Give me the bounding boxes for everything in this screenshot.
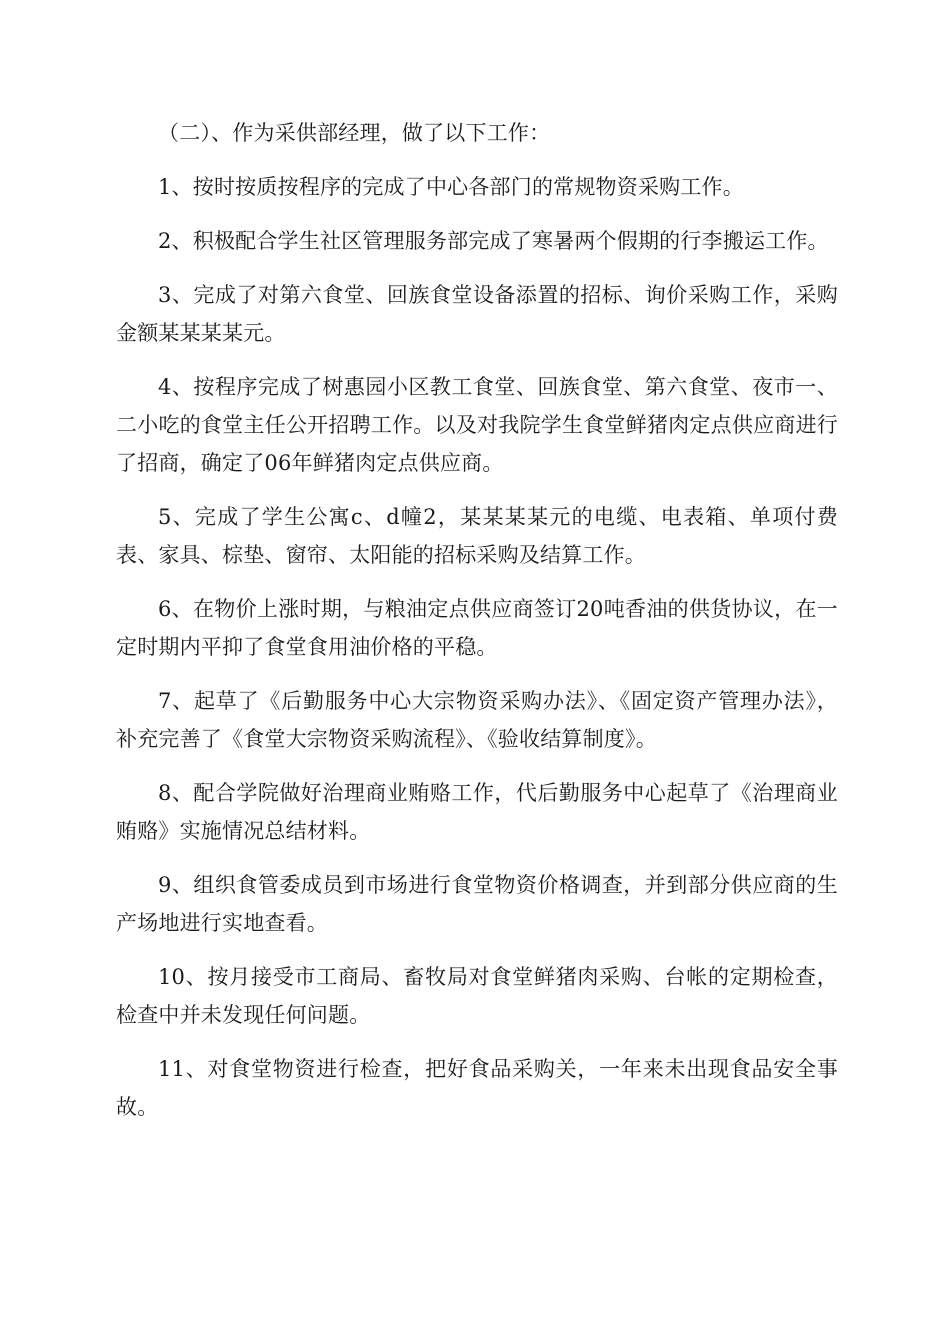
work-item-11: 11、对食堂物资进行检查，把好食品采购关，一年来未出现食品安全事故。	[116, 1057, 838, 1119]
work-item-1: 1、按时按质按程序的完成了中心各部门的常规物资采购工作。	[158, 175, 744, 199]
work-item-4: 4、按程序完成了树惠园小区教工食堂、回族食堂、第六食堂、夜市一、二小吃的食堂主任公开招聘工作。以及对我院学生食堂鲜猪肉定点供应商进行了招商，确定了06年鲜猪肉定点供应商。	[116, 375, 838, 475]
work-item-5: 5、完成了学生公寓c、d幢2，某某某某元的电缆、电表箱、单项付费表、家具、棕垫、窗帘、太阳能的招标采购及结算工作。	[116, 505, 838, 567]
work-item-2: 2、积极配合学生社区管理服务部完成了寒暑两个假期的行李搬运工作。	[158, 229, 829, 253]
work-item-3: 3、完成了对第六食堂、回族食堂设备添置的招标、询价采购工作，采购金额某某某某元。	[116, 283, 838, 345]
work-item-9: 9、组织食管委成员到市场进行食堂物资价格调查，并到部分供应商的生产场地进行实地查看。	[116, 873, 838, 935]
document-body	[116, 114, 838, 1142]
section-heading: （二）、作为采供部经理，做了以下工作：	[158, 121, 551, 145]
work-item-6: 6、在物价上涨时期，与粮油定点供应商签订20吨香油的供货协议，在一定时期内平抑了食堂食用油价格的平稳。	[116, 597, 838, 659]
work-item-7: 7、起草了《后勤服务中心大宗物资采购办法》、《固定资产管理办法》，补充完善了《食堂大宗物资采购流程》、《验收结算制度》。	[116, 689, 838, 751]
work-item-8: 8、配合学院做好治理商业贿赂工作，代后勤服务中心起草了《治理商业贿赂》实施情况总结材料。	[116, 781, 838, 843]
work-item-10: 10、按月接受市工商局、畜牧局对食堂鲜猪肉采购、台帐的定期检查，检查中并未发现任何问题。	[116, 965, 838, 1027]
